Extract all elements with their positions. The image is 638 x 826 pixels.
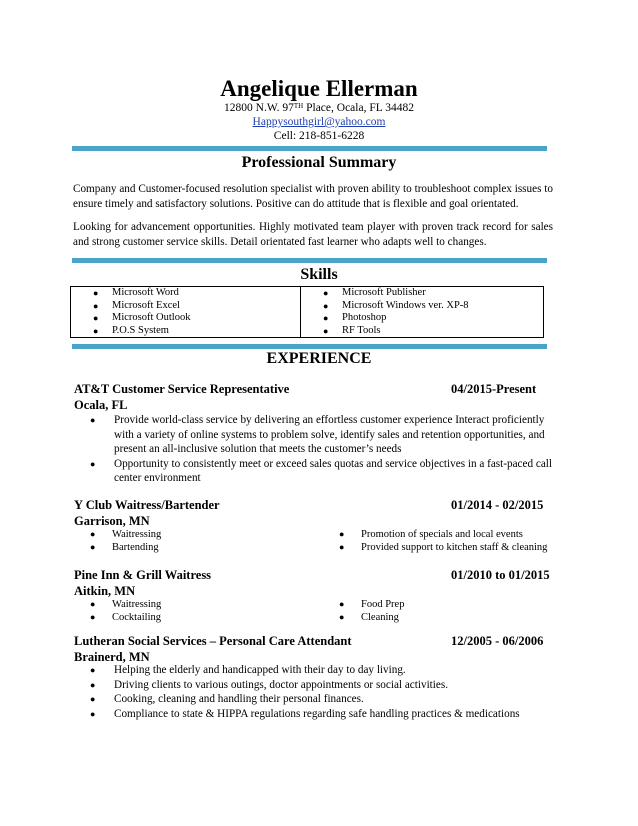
list-item: ● Provide world-class service by delivering an effortless customer experience Interact proficiently with a variety of online systems to problem solve, identify sales and retention opportunities, and present an all-inclusive solution that meets the customer’s needs: [90, 414, 545, 455]
job-location: Garrison, MN: [74, 514, 150, 528]
bullet-icon: ●: [323, 325, 329, 336]
skills-column-right: [301, 287, 543, 337]
bullet-icon: ●: [90, 599, 96, 609]
experience-heading: EXPERIENCE: [266, 350, 372, 367]
job-bullets: [90, 663, 560, 721]
list-item: ● Food Prep: [339, 599, 405, 610]
summary-heading: Professional Summary: [241, 154, 397, 171]
divider-bar: [72, 146, 547, 151]
skill-item: ● Photoshop: [323, 312, 387, 323]
job-location: Brainerd, MN: [74, 650, 150, 664]
list-item: ● Provided support to kitchen staff & cleaning: [339, 542, 548, 553]
skill-item: ● Microsoft Publisher: [323, 287, 426, 298]
bullet-icon: ●: [90, 612, 96, 622]
list-item: ● Opportunity to consistently meet or exceed sales quotas and service objectives in a fast-paced call center environment: [90, 457, 553, 484]
job-dates: 01/2010 to 01/2015: [451, 568, 550, 582]
divider-bar: [72, 258, 547, 263]
bullet-icon: ●: [339, 529, 345, 539]
list-item: ● Promotion of specials and local events: [339, 529, 523, 540]
phone-number: Cell: 218-851-6228: [273, 130, 365, 142]
bullet-icon: ●: [323, 313, 329, 323]
job-bullets: [90, 413, 560, 486]
list-item: ● Compliance to state & HIPPA regulations regarding safe handling practices & medications: [90, 707, 520, 720]
bullet-icon: ●: [90, 415, 96, 425]
list-item: ● Helping the elderly and handicapped with their day to day living.: [90, 664, 406, 676]
list-item: ● Cocktailing: [90, 612, 161, 623]
skills-column-left: [71, 287, 301, 337]
job-duties-right: [339, 528, 547, 554]
candidate-name: Angelique Ellerman: [220, 76, 418, 101]
bullet-icon: ●: [93, 288, 99, 298]
summary-paragraph-1: Company and Customer-focused resolution specialist with proven ability to troubleshoot complex issues to ensure timely and satisfactory solutions. Positive can do attitude that is flexible and goal orientated.: [73, 183, 553, 210]
bullet-icon: ●: [90, 542, 96, 552]
list-item: ● Cleaning: [339, 612, 399, 623]
job-dates: 04/2015-Present: [451, 382, 537, 396]
bullet-icon: ●: [339, 542, 345, 552]
skill-item: ● Microsoft Word: [93, 287, 179, 298]
list-item: ● Waitressing: [90, 599, 162, 610]
job-title: Pine Inn & Grill Waitress: [74, 568, 212, 582]
skill-item: ● RF Tools: [323, 324, 381, 336]
job-duties-left: [90, 528, 161, 554]
bullet-icon: ●: [323, 300, 329, 311]
bullet-icon: ●: [90, 458, 96, 469]
skills-table: [70, 286, 544, 338]
summary-paragraph-2: Looking for advancement opportunities. Highly motivated team player with proven track record for sales and strong customer service skills. Detail orientated fast learner who adapts well to changes.: [73, 221, 553, 248]
bullet-icon: ●: [90, 708, 96, 719]
email-link[interactable]: Happysouthgirl@yahoo.com: [252, 116, 386, 128]
address: 12800 N.W. 97TH Place, Ocala, FL 34482: [224, 102, 414, 114]
job-dates: 12/2005 - 06/2006: [451, 634, 544, 648]
bullet-icon: ●: [90, 529, 96, 539]
bullet-icon: ●: [323, 288, 329, 298]
bullet-icon: ●: [93, 325, 99, 336]
job-location: Aitkin, MN: [74, 584, 136, 598]
bullet-icon: ●: [90, 679, 96, 690]
job-duties-left: [90, 598, 161, 624]
list-item: ● Cooking, cleaning and handling their personal finances.: [90, 693, 364, 705]
skill-item: ● P.O.S System: [93, 324, 169, 336]
bullet-icon: ●: [339, 599, 345, 609]
bullet-icon: ●: [339, 612, 345, 622]
skill-item: ● Microsoft Windows ver. XP-8: [323, 299, 469, 311]
bullet-icon: ●: [93, 313, 99, 323]
divider-bar: [72, 344, 547, 349]
job-title: Y Club Waitress/Bartender: [74, 498, 220, 512]
job-location: Ocala, FL: [74, 398, 128, 412]
skill-item: ● Microsoft Excel: [93, 299, 180, 311]
skill-item: ● Microsoft Outlook: [93, 312, 191, 323]
list-item: ● Waitressing: [90, 529, 162, 540]
list-item: ● Bartending: [90, 542, 159, 553]
job-duties-right: [339, 598, 404, 624]
skills-heading: Skills: [300, 266, 338, 283]
bullet-icon: ●: [90, 665, 96, 675]
bullet-icon: ●: [93, 300, 99, 311]
job-title: AT&T Customer Service Representative: [74, 382, 290, 396]
job-dates: 01/2014 - 02/2015: [451, 498, 544, 512]
list-item: ● Driving clients to various outings, doctor appointments or social activities.: [90, 678, 449, 691]
bullet-icon: ●: [90, 694, 96, 704]
job-title: Lutheran Social Services – Personal Care Attendant: [74, 634, 352, 648]
